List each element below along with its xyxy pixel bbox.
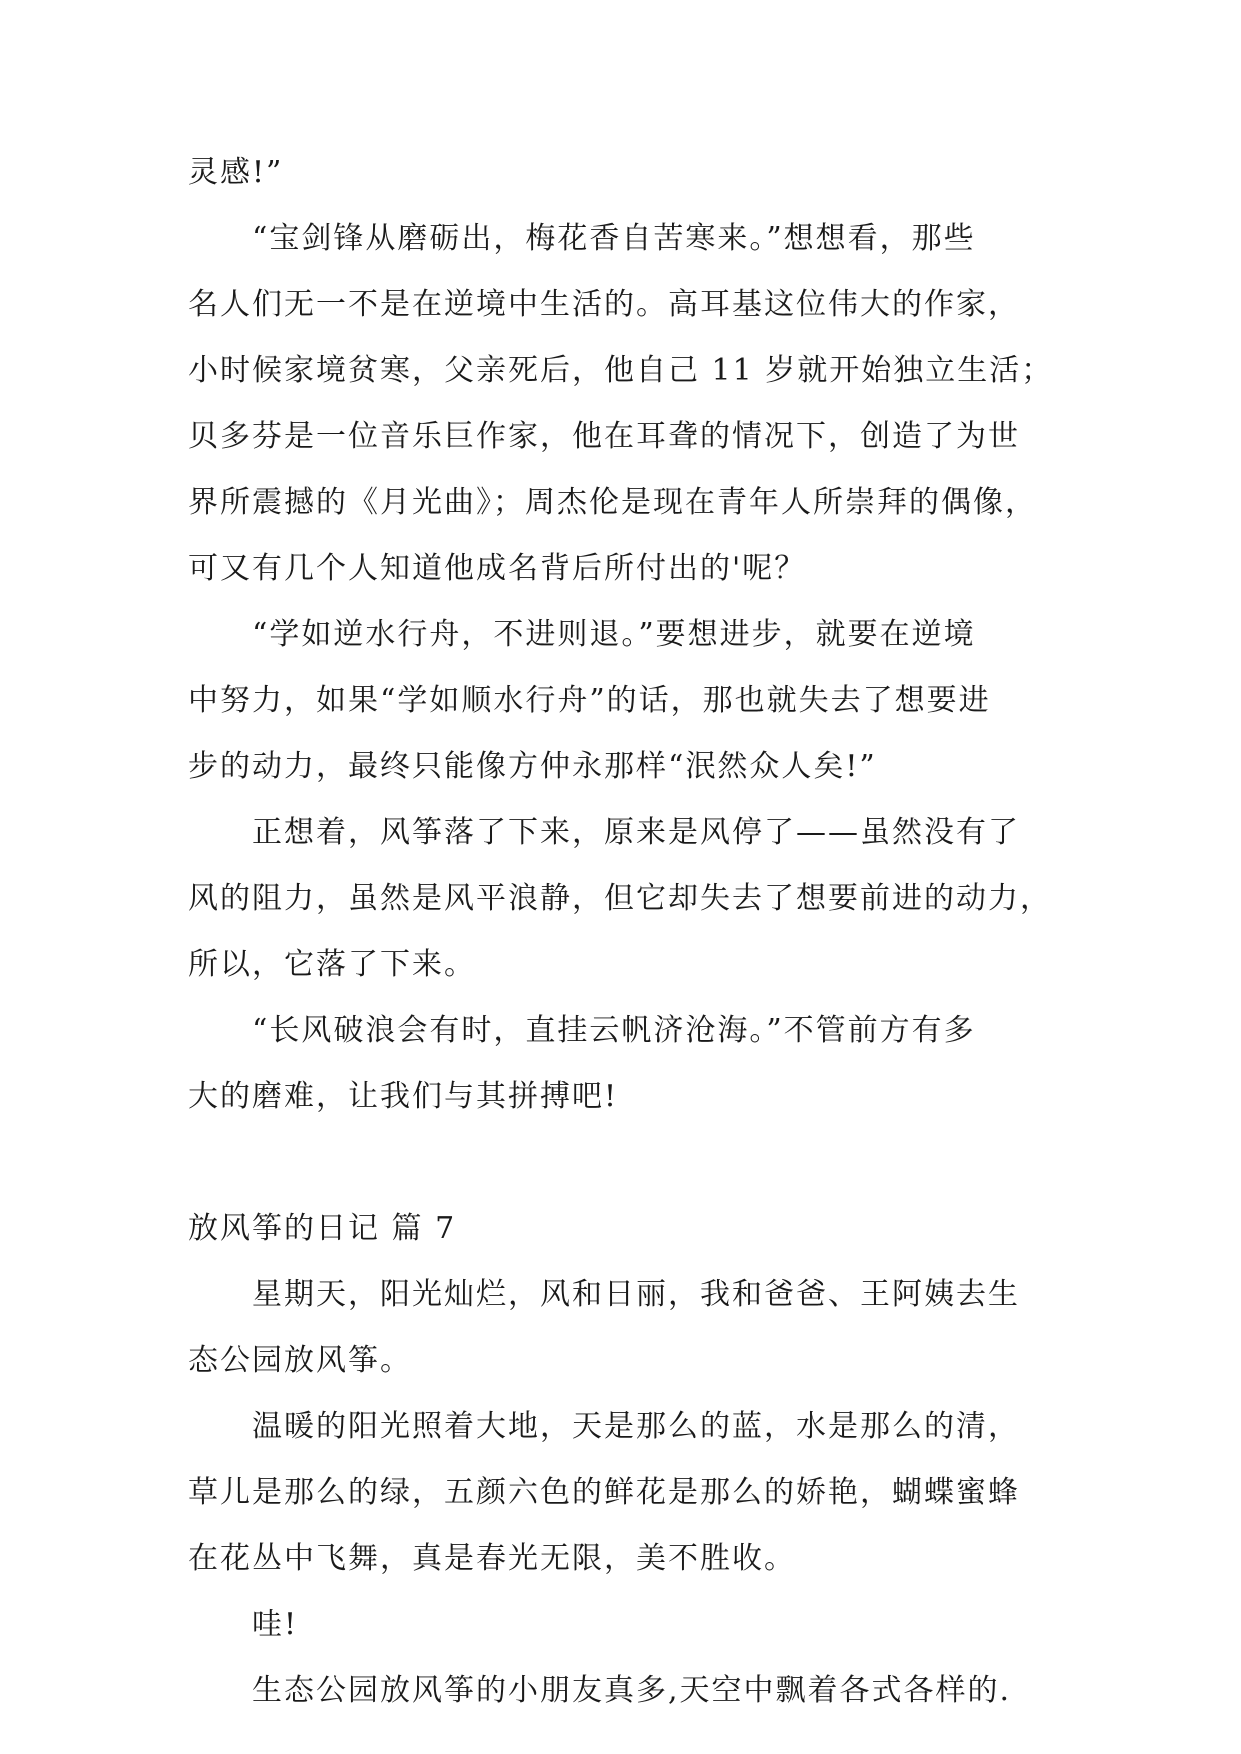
text-line: 大的磨难，让我们与其拼搏吧! bbox=[188, 1079, 619, 1114]
text-line: 草儿是那么的绿，五颜六色的鲜花是那么的娇艳，蝴蝶蜜蜂 bbox=[188, 1475, 1020, 1510]
text-line: 星期天，阳光灿烂，风和日丽，我和爸爸、王阿姨去生 bbox=[252, 1277, 1020, 1312]
text-line: “宝剑锋从磨砺出，梅花香自苦寒来。”想想看，那些 bbox=[252, 221, 976, 256]
text-line: 步的动力，最终只能像方仲永那样“泯然众人矣!” bbox=[188, 749, 877, 784]
text-line: 中努力，如果“学如顺水行舟”的话，那也就失去了想要进 bbox=[188, 683, 991, 718]
text-line: 名人们无一不是在逆境中生活的。高耳基这位伟大的作家， bbox=[188, 287, 1020, 322]
text-line: 小时候家境贫寒，父亲死后，他自己 11 岁就开始独立生活； bbox=[188, 353, 1054, 388]
text-line: 在花丛中飞舞，真是春光无限，美不胜收。 bbox=[188, 1541, 796, 1576]
text-line: 贝多芬是一位音乐巨作家，他在耳聋的情况下，创造了为世 bbox=[188, 419, 1020, 454]
text-line: 温暖的阳光照着大地，天是那么的蓝，水是那么的清， bbox=[252, 1409, 1020, 1444]
text-line: 态公园放风筝。 bbox=[188, 1343, 412, 1378]
text-line: 风的阻力，虽然是风平浪静，但它却失去了想要前进的动力， bbox=[188, 881, 1052, 916]
text-line: “学如逆水行舟，不进则退。”要想进步，就要在逆境 bbox=[252, 617, 976, 652]
document-page bbox=[188, 140, 1058, 1724]
paragraph-block-2 bbox=[188, 1262, 1058, 1724]
section-title: 放风筝的日记 篇 7 bbox=[188, 1211, 457, 1246]
text-line: “长风破浪会有时，直挂云帆济沧海。”不管前方有多 bbox=[252, 1013, 976, 1048]
text-line: 灵感!” bbox=[188, 155, 284, 190]
text-line: 生态公园放风筝的小朋友真多,天空中飘着各式各样的. bbox=[252, 1673, 1012, 1708]
text-line: 哇! bbox=[252, 1607, 299, 1642]
text-line: 所以，它落了下来。 bbox=[188, 947, 476, 982]
section-gap bbox=[188, 1130, 1058, 1196]
text-line: 可又有几个人知道他成名背后所付出的'呢？ bbox=[188, 551, 807, 586]
paragraph-block-1 bbox=[188, 140, 1058, 1130]
text-line: 界所震撼的《月光曲》；周杰伦是现在青年人所崇拜的偶像， bbox=[188, 485, 1037, 520]
text-line: 正想着，风筝落了下来，原来是风停了——虽然没有了 bbox=[252, 815, 1020, 850]
